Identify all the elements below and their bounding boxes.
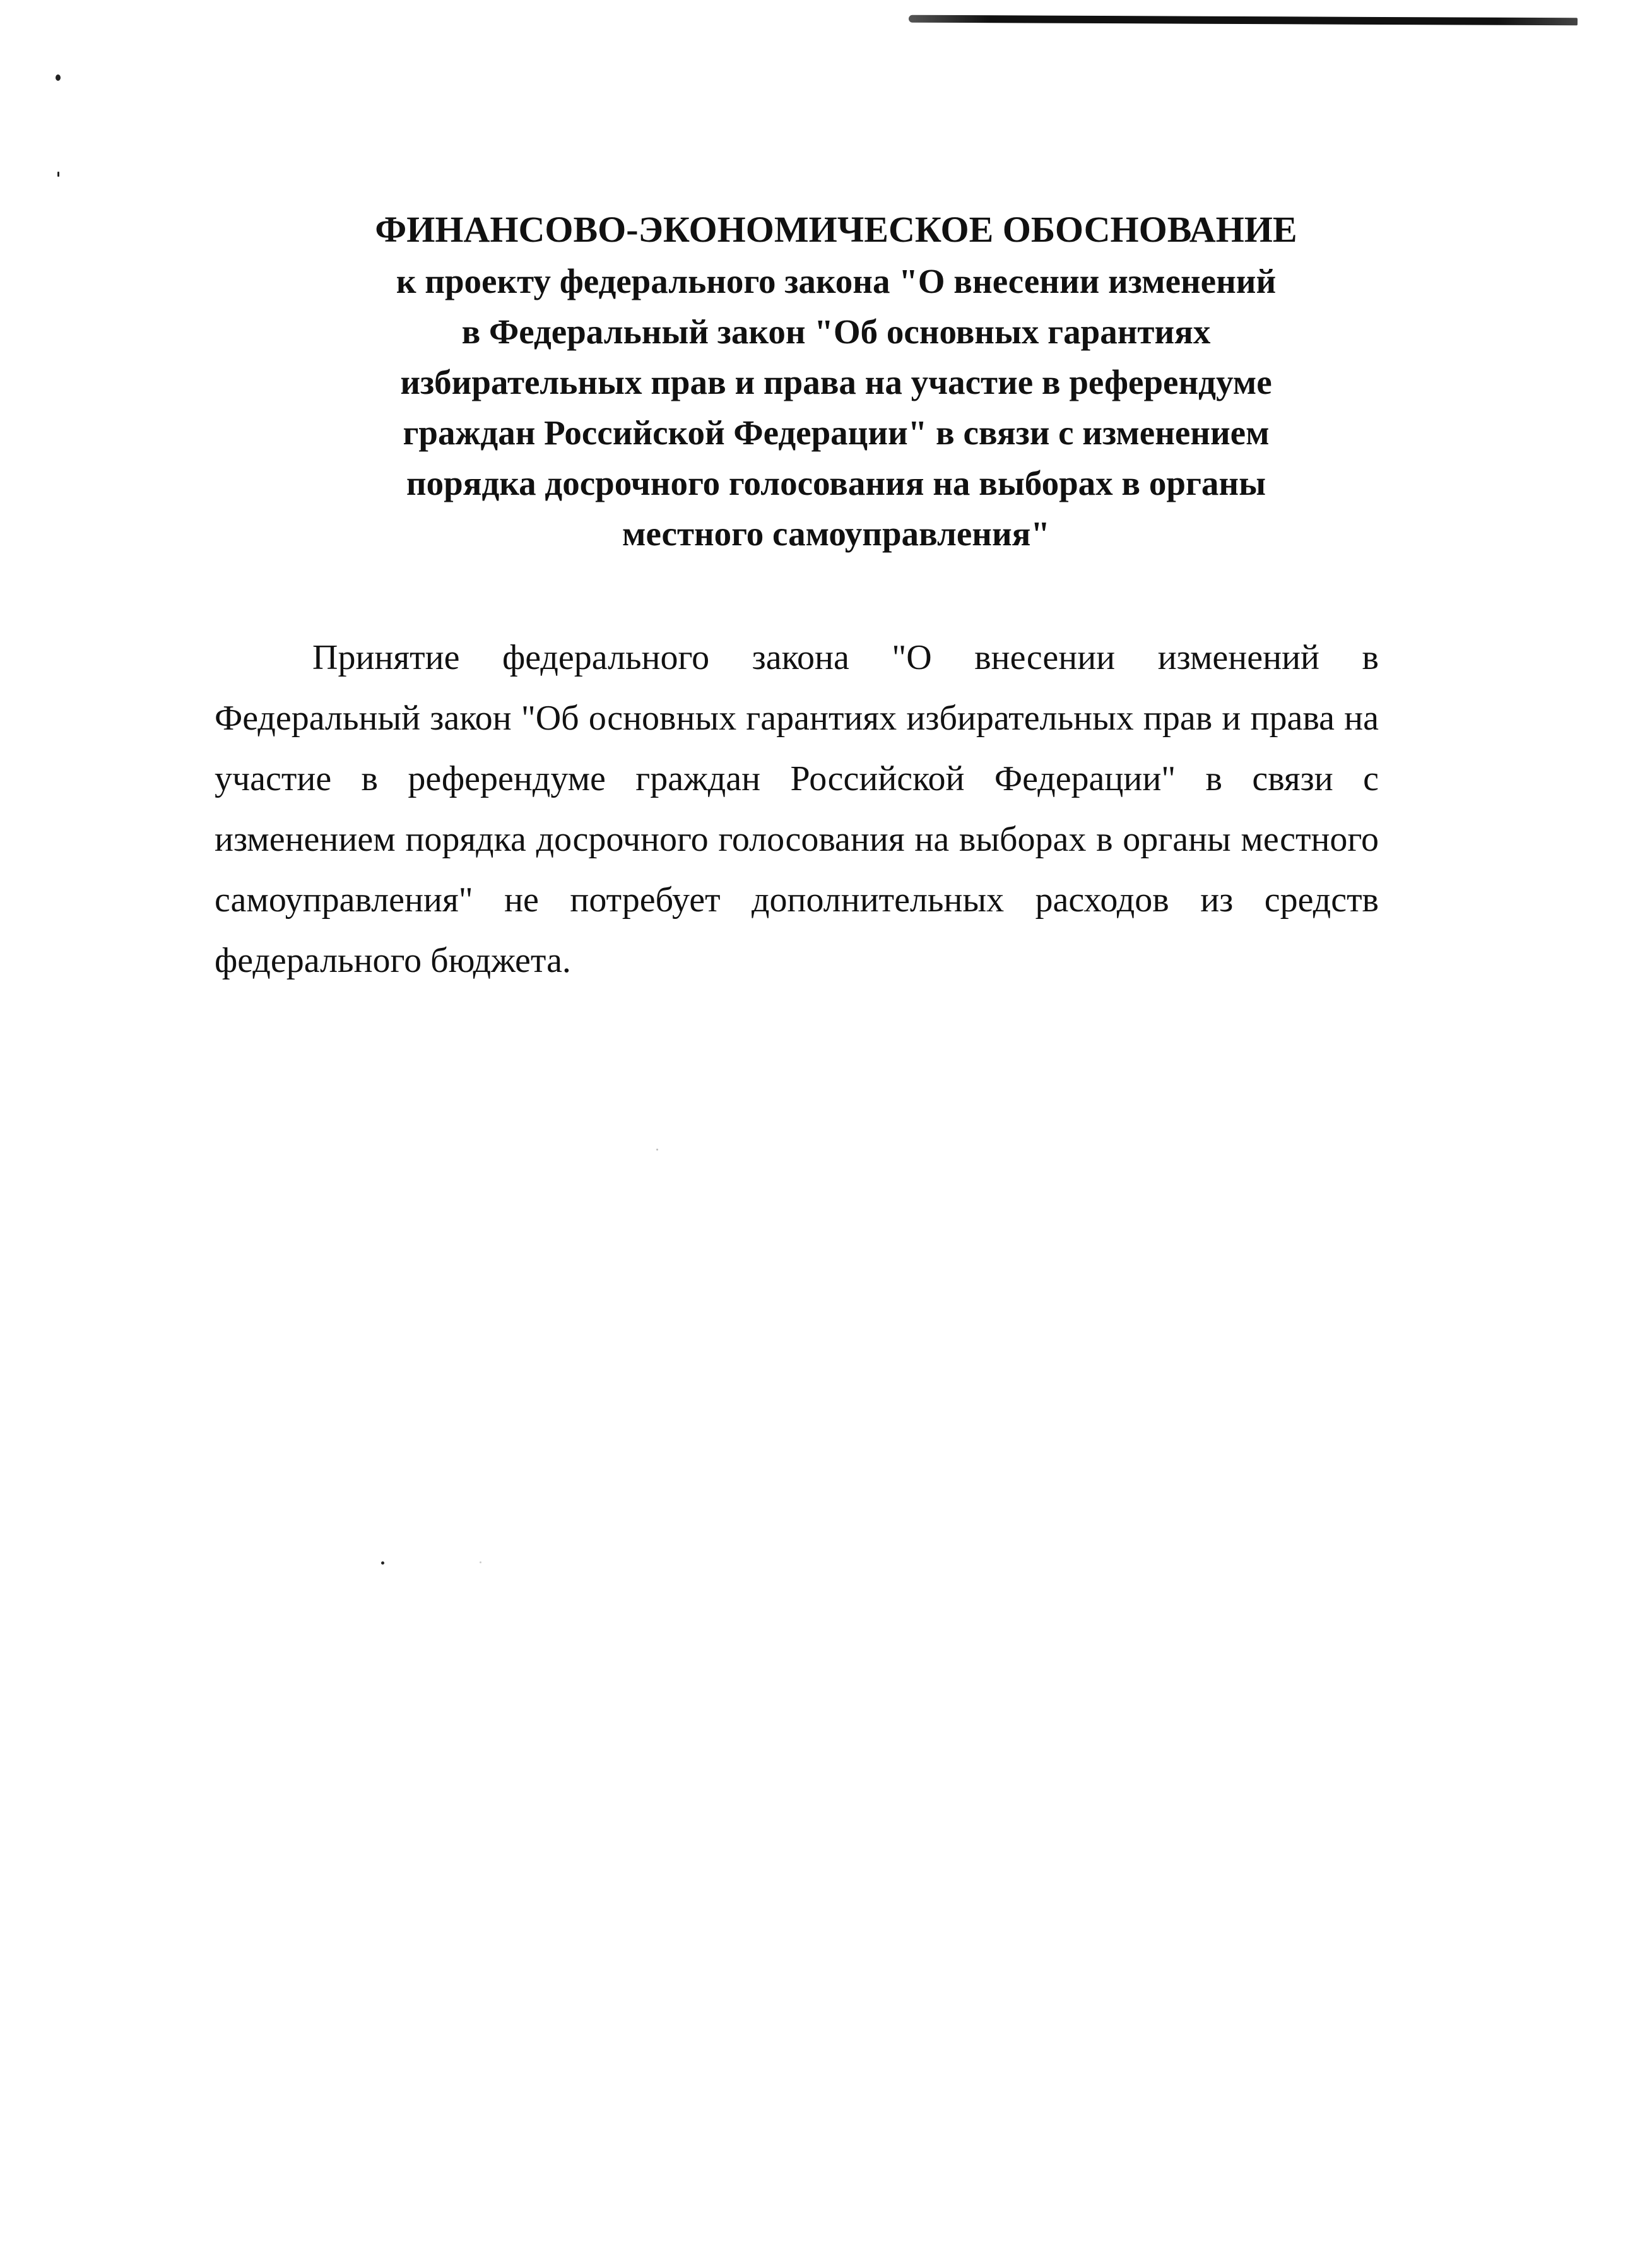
scan-artifact-line	[909, 15, 1578, 26]
document-subtitle-line: в Федеральный закон "Об основных гарантиях	[461, 312, 1211, 351]
scan-speck	[480, 1561, 481, 1563]
scan-speck	[56, 74, 61, 81]
scan-speck	[57, 172, 59, 177]
document-subtitle-line: избирательных прав и права на участие в референдуме	[400, 363, 1272, 401]
body-paragraph: Принятие федерального закона "О внесении изменений в Федеральный закон "Об основных гарантиях избирательных прав и права на участие в референдуме граждан Российской Федерации" в связи с изменением порядка досрочного голосования на выборах в органы местного самоуправления" не потребует дополнительных расходов из средств федерального бюджета.	[215, 638, 1379, 980]
document-subtitle-line: граждан Российской Федерации" в связи с изменением	[403, 413, 1270, 452]
document-subtitle-line: порядка досрочного голосования на выборах в органы	[406, 464, 1266, 502]
scan-speck	[656, 1149, 658, 1151]
document-heading	[328, 203, 1344, 559]
scan-speck	[381, 1561, 384, 1565]
document-subtitle-line: местного самоуправления"	[622, 514, 1050, 553]
document-title: ФИНАНСОВО-ЭКОНОМИЧЕСКОЕ ОБОСНОВАНИЕ	[375, 209, 1297, 250]
document-subtitle-line: к проекту федерального закона "О внесении изменений	[396, 262, 1277, 300]
